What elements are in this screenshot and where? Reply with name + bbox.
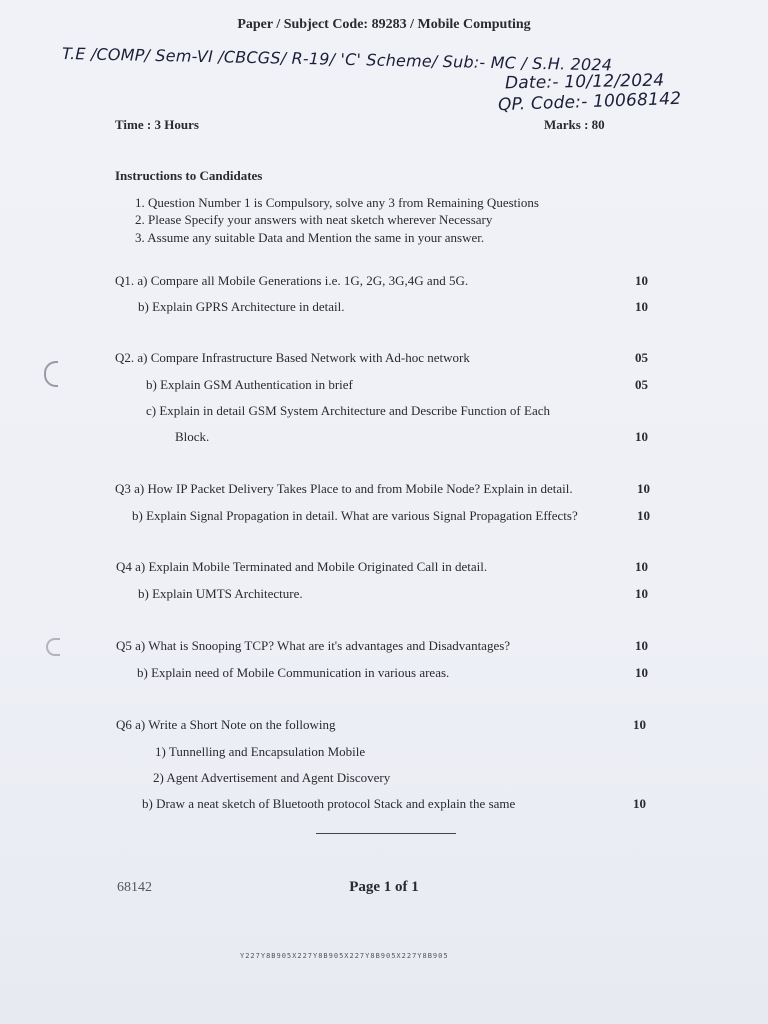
question-marks: 05 [635,350,648,365]
question-marks: 10 [635,665,648,680]
question-marks: 10 [635,586,648,601]
question-line: 2) Agent Advertisement and Agent Discovery [153,770,391,785]
question-marks: 10 [635,273,648,288]
time-label: Time : 3 Hours [115,117,199,132]
instruction-item: 1. Question Number 1 is Compulsory, solve any 3 from Remaining Questions [135,195,539,210]
question-marks: 10 [635,638,648,653]
question-line: b) Explain GPRS Architecture in detail. [138,299,345,314]
question-marks: 10 [637,481,650,496]
question-marks: 10 [633,717,646,732]
end-rule [316,833,456,834]
question-marks: 10 [633,796,646,811]
question-line: c) Explain in detail GSM System Architecture and Describe Function of Each [146,403,550,418]
question-line: Q3 a) How IP Packet Delivery Takes Place to and from Mobile Node? Explain in detail. [115,481,573,496]
punch-hole-mark [46,638,60,656]
question-marks: 10 [635,559,648,574]
question-line: Q1. a) Compare all Mobile Generations i.e. 1G, 2G, 3G,4G and 5G. [115,273,469,288]
instructions-heading: Instructions to Candidates [115,168,263,183]
footer-code: 68142 [117,880,152,895]
question-marks: 05 [635,377,648,392]
question-line: Q5 a) What is Snooping TCP? What are it's advantages and Disadvantages? [116,638,511,653]
punch-hole-mark [44,361,58,387]
question-marks: 10 [637,508,650,523]
question-line: Q4 a) Explain Mobile Terminated and Mobile Originated Call in detail. [116,559,488,574]
question-line: b) Explain UMTS Architecture. [138,586,303,601]
handwritten-date: Date:- 10/12/2024 [504,70,665,94]
handwritten-course-line: T.E /COMP/ Sem-VI /CBCGS/ R-19/ 'C' Scheme/ Sub:- MC / S.H. 2024 [61,44,613,75]
question-line: b) Explain GSM Authentication in brief [146,377,353,392]
footer-watermark: Y227Y8B905X227Y8B905X227Y8B905X227Y8B905 [240,952,449,960]
paper-title: Paper / Subject Code: 89283 / Mobile Computing [237,17,531,32]
handwritten-qp-code: QP. Code:- 10068142 [497,88,682,116]
instruction-item: 2. Please Specify your answers with neat sketch wherever Necessary [135,212,493,227]
question-line: b) Explain Signal Propagation in detail. What are various Signal Propagation Effects? [132,508,578,523]
marks-label: Marks : 80 [544,117,605,132]
question-line: 1) Tunnelling and Encapsulation Mobile [155,744,366,759]
question-line: Q6 a) Write a Short Note on the following [116,717,336,732]
question-marks: 10 [635,429,648,444]
question-marks: 10 [635,299,648,314]
question-line: Q2. a) Compare Infrastructure Based Network with Ad-hoc network [115,350,470,365]
question-line: b) Draw a neat sketch of Bluetooth protocol Stack and explain the same [142,796,516,811]
instruction-item: 3. Assume any suitable Data and Mention the same in your answer. [135,230,485,245]
question-line: Block. [175,429,210,444]
question-line: b) Explain need of Mobile Communication in various areas. [137,665,450,680]
page-number: Page 1 of 1 [349,879,419,895]
